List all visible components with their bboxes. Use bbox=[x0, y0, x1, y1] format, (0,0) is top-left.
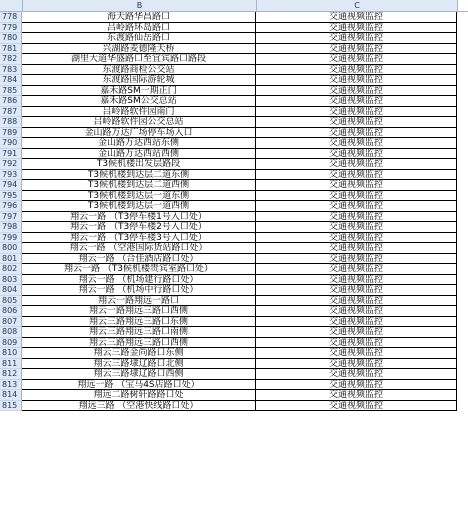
cell-location[interactable]: 嘉禾路SM一期正门 bbox=[22, 86, 256, 97]
row-number[interactable]: 797 bbox=[0, 212, 22, 223]
cell-type[interactable]: 交通视频监控 bbox=[256, 243, 457, 254]
row-number[interactable]: 783 bbox=[0, 65, 22, 76]
row-number[interactable]: 806 bbox=[0, 306, 22, 317]
cell-type[interactable]: 交通视频监控 bbox=[256, 12, 457, 23]
cell-location[interactable]: 翔云一路 （机场建行路口处） bbox=[22, 275, 256, 286]
row-number[interactable]: 814 bbox=[0, 390, 22, 401]
empty-cell[interactable] bbox=[457, 86, 468, 97]
cell-type[interactable]: 交通视频监控 bbox=[256, 54, 457, 65]
cell-location[interactable]: 兴湖路麦德隆天桥 bbox=[22, 44, 256, 55]
cell-location[interactable]: 嘉禾路SM公交总站 bbox=[22, 96, 256, 107]
cell-location[interactable]: 翔云一路 （空港国际货站路口处） bbox=[22, 243, 256, 254]
cell-location[interactable]: 金山路万达西站西侧 bbox=[22, 149, 256, 160]
row-number[interactable]: 779 bbox=[0, 23, 22, 34]
cell-location[interactable]: 翔云三路翔远三路口南侧 bbox=[22, 327, 256, 338]
empty-cell[interactable] bbox=[457, 306, 468, 317]
empty-cell[interactable] bbox=[457, 12, 468, 23]
table-row bbox=[0, 254, 468, 265]
cell-type[interactable]: 交通视频监控 bbox=[256, 380, 457, 391]
table-row bbox=[0, 138, 468, 149]
column-header-bar bbox=[0, 0, 468, 12]
row-number[interactable]: 808 bbox=[0, 327, 22, 338]
cell-location[interactable]: T3候机楼到达层一道东侧 bbox=[22, 191, 256, 202]
cell-location[interactable]: 翔远三路 （空港快线路口处） bbox=[22, 401, 256, 412]
cell-location[interactable]: 翔云一路 （合佳酒店路口处） bbox=[22, 254, 256, 265]
empty-cell[interactable] bbox=[457, 107, 468, 118]
empty-cell[interactable] bbox=[457, 380, 468, 391]
table-row bbox=[0, 317, 468, 328]
cell-type[interactable]: 交通视频监控 bbox=[256, 369, 457, 380]
table-row bbox=[0, 117, 468, 128]
cell-location[interactable]: 东渡路仙岳路口 bbox=[22, 33, 256, 44]
table-row bbox=[0, 212, 468, 223]
row-number[interactable]: 780 bbox=[0, 33, 22, 44]
row-number[interactable]: 804 bbox=[0, 285, 22, 296]
row-number[interactable]: 789 bbox=[0, 128, 22, 139]
cell-location[interactable]: 翔远二路树轩路路口处 bbox=[22, 390, 256, 401]
cell-location[interactable]: T3候机楼出发层路段 bbox=[22, 159, 256, 170]
table-row bbox=[0, 128, 468, 139]
table-row bbox=[0, 86, 468, 97]
row-number[interactable]: 782 bbox=[0, 54, 22, 65]
select-all-corner[interactable] bbox=[0, 0, 23, 11]
column-header-b[interactable]: B bbox=[23, 0, 257, 11]
table-row bbox=[0, 23, 468, 34]
cell-type[interactable]: 交通视频监控 bbox=[256, 222, 457, 233]
empty-cell[interactable] bbox=[457, 212, 468, 223]
table-row bbox=[0, 306, 468, 317]
row-number[interactable]: 795 bbox=[0, 191, 22, 202]
row-number[interactable]: 801 bbox=[0, 254, 22, 265]
table-row bbox=[0, 54, 468, 65]
empty-cell[interactable] bbox=[457, 233, 468, 244]
cell-location[interactable]: 翔远一路 （宝马4S店路口处） bbox=[22, 380, 256, 391]
cell-type[interactable]: 交通视频监控 bbox=[256, 212, 457, 223]
cell-type[interactable]: 交通视频监控 bbox=[256, 159, 457, 170]
table-row bbox=[0, 243, 468, 254]
cell-location[interactable]: 翔云三路金尚路口东侧 bbox=[22, 348, 256, 359]
row-number[interactable]: 786 bbox=[0, 96, 22, 107]
row-number[interactable]: 803 bbox=[0, 275, 22, 286]
empty-cell[interactable] bbox=[457, 65, 468, 76]
cell-location[interactable]: 翔云一路翔远一路口 bbox=[22, 296, 256, 307]
cell-location[interactable]: 翔云一路 （T3停车楼1号入口处） bbox=[22, 212, 256, 223]
cell-location[interactable]: 吕岭路软件园南门 bbox=[22, 107, 256, 118]
empty-cell[interactable] bbox=[457, 128, 468, 139]
empty-cell[interactable] bbox=[457, 33, 468, 44]
table-row bbox=[0, 159, 468, 170]
row-number[interactable]: 781 bbox=[0, 44, 22, 55]
row-number[interactable]: 796 bbox=[0, 201, 22, 212]
table-row bbox=[0, 180, 468, 191]
column-header-empty bbox=[458, 0, 468, 11]
empty-cell[interactable] bbox=[457, 317, 468, 328]
table-row bbox=[0, 149, 468, 160]
cell-type[interactable]: 交通视频监控 bbox=[256, 191, 457, 202]
cell-type[interactable]: 交通视频监控 bbox=[256, 107, 457, 118]
row-number[interactable]: 790 bbox=[0, 138, 22, 149]
empty-cell[interactable] bbox=[457, 296, 468, 307]
empty-cell[interactable] bbox=[457, 201, 468, 212]
cell-location[interactable]: 翔云一路 （机场中行路口处） bbox=[22, 285, 256, 296]
cell-location[interactable]: 吕岭路软件园公交总站 bbox=[22, 117, 256, 128]
row-number[interactable]: 810 bbox=[0, 348, 22, 359]
cell-type[interactable]: 交通视频监控 bbox=[256, 401, 457, 412]
cell-type[interactable]: 交通视频监控 bbox=[256, 65, 457, 76]
row-number[interactable]: 791 bbox=[0, 149, 22, 160]
cell-type[interactable]: 交通视频监控 bbox=[256, 149, 457, 160]
empty-cell[interactable] bbox=[457, 222, 468, 233]
cell-location[interactable]: 金山路万达广场停车场入口 bbox=[22, 128, 256, 139]
cell-location[interactable]: 翔云一路 （T3候机楼贵宾室路口处） bbox=[22, 264, 256, 275]
cell-location[interactable]: 翔云三路埭辽路口北侧 bbox=[22, 359, 256, 370]
table-row bbox=[0, 369, 468, 380]
table-row bbox=[0, 296, 468, 307]
cell-location[interactable]: 吕岭路环岛路口 bbox=[22, 23, 256, 34]
row-number[interactable]: 785 bbox=[0, 86, 22, 97]
empty-cell[interactable] bbox=[457, 159, 468, 170]
cell-location[interactable]: 翔云一路 （T3停车楼2号入口处） bbox=[22, 222, 256, 233]
table-row bbox=[0, 233, 468, 244]
row-number[interactable]: 809 bbox=[0, 338, 22, 349]
cell-location[interactable]: 湖里大道华盛路口至宜宾路口路段 bbox=[22, 54, 256, 65]
cell-type[interactable]: 交通视频监控 bbox=[256, 233, 457, 244]
cell-type[interactable]: 交通视频监控 bbox=[256, 44, 457, 55]
cell-type[interactable]: 交通视频监控 bbox=[256, 170, 457, 181]
table-row bbox=[0, 44, 468, 55]
cell-type[interactable]: 交通视频监控 bbox=[256, 275, 457, 286]
cell-type[interactable]: 交通视频监控 bbox=[256, 254, 457, 265]
table-row bbox=[0, 65, 468, 76]
grid-rows bbox=[0, 12, 468, 411]
cell-type[interactable]: 交通视频监控 bbox=[256, 264, 457, 275]
table-row bbox=[0, 275, 468, 286]
empty-cell[interactable] bbox=[457, 285, 468, 296]
empty-cell[interactable] bbox=[457, 96, 468, 107]
cell-type[interactable]: 交通视频监控 bbox=[256, 296, 457, 307]
table-row bbox=[0, 96, 468, 107]
row-number[interactable]: 802 bbox=[0, 264, 22, 275]
cell-location[interactable]: 翔云一路 （T3停车楼3号入口处） bbox=[22, 233, 256, 244]
row-number[interactable]: 807 bbox=[0, 317, 22, 328]
empty-cell[interactable] bbox=[457, 390, 468, 401]
table-row bbox=[0, 327, 468, 338]
column-header-c[interactable]: C bbox=[257, 0, 458, 11]
table-row bbox=[0, 201, 468, 212]
table-row bbox=[0, 33, 468, 44]
table-row bbox=[0, 191, 468, 202]
table-row bbox=[0, 401, 468, 412]
row-number[interactable]: 793 bbox=[0, 170, 22, 181]
cell-type[interactable]: 交通视频监控 bbox=[256, 138, 457, 149]
cell-location[interactable]: T3候机楼到达层一道西侧 bbox=[22, 201, 256, 212]
cell-location[interactable]: 翔云三路埭辽路口西侧 bbox=[22, 369, 256, 380]
table-row bbox=[0, 359, 468, 370]
empty-cell[interactable] bbox=[457, 327, 468, 338]
row-number[interactable]: 811 bbox=[0, 359, 22, 370]
cell-type[interactable]: 交通视频监控 bbox=[256, 180, 457, 191]
cell-type[interactable]: 交通视频监控 bbox=[256, 23, 457, 34]
table-row bbox=[0, 170, 468, 181]
cell-type[interactable]: 交通视频监控 bbox=[256, 317, 457, 328]
table-row bbox=[0, 390, 468, 401]
row-number[interactable]: 812 bbox=[0, 369, 22, 380]
row-number[interactable]: 788 bbox=[0, 117, 22, 128]
cell-type[interactable]: 交通视频监控 bbox=[256, 348, 457, 359]
table-row bbox=[0, 380, 468, 391]
cell-type[interactable]: 交通视频监控 bbox=[256, 33, 457, 44]
cell-type[interactable]: 交通视频监控 bbox=[256, 86, 457, 97]
empty-cell[interactable] bbox=[457, 44, 468, 55]
cell-type[interactable]: 交通视频监控 bbox=[256, 75, 457, 86]
cell-type[interactable]: 交通视频监控 bbox=[256, 338, 457, 349]
empty-cell[interactable] bbox=[457, 369, 468, 380]
empty-cell[interactable] bbox=[457, 75, 468, 86]
cell-type[interactable]: 交通视频监控 bbox=[256, 390, 457, 401]
empty-cell[interactable] bbox=[457, 180, 468, 191]
cell-location[interactable]: T3候机楼到达层二道西侧 bbox=[22, 180, 256, 191]
empty-cell[interactable] bbox=[457, 348, 468, 359]
row-number[interactable]: 800 bbox=[0, 243, 22, 254]
empty-cell[interactable] bbox=[457, 401, 468, 412]
row-number[interactable]: 787 bbox=[0, 107, 22, 118]
empty-cell[interactable] bbox=[457, 264, 468, 275]
empty-cell[interactable] bbox=[457, 138, 468, 149]
empty-cell[interactable] bbox=[457, 117, 468, 128]
empty-cell[interactable] bbox=[457, 338, 468, 349]
table-row bbox=[0, 75, 468, 86]
cell-type[interactable]: 交通视频监控 bbox=[256, 201, 457, 212]
cell-location[interactable]: 翔云三路翔远三路口东侧 bbox=[22, 317, 256, 328]
row-number[interactable]: 815 bbox=[0, 401, 22, 412]
empty-cell[interactable] bbox=[457, 243, 468, 254]
table-row bbox=[0, 285, 468, 296]
cell-location[interactable]: 翔云三路翔远三路口西侧 bbox=[22, 338, 256, 349]
table-row bbox=[0, 107, 468, 118]
cell-location[interactable]: 金山路万达西站东侧 bbox=[22, 138, 256, 149]
table-row bbox=[0, 222, 468, 233]
cell-location[interactable]: 海天路华昌路口 bbox=[22, 12, 256, 23]
table-row bbox=[0, 264, 468, 275]
row-number[interactable]: 792 bbox=[0, 159, 22, 170]
cell-type[interactable]: 交通视频监控 bbox=[256, 285, 457, 296]
table-row bbox=[0, 348, 468, 359]
empty-cell[interactable] bbox=[457, 170, 468, 181]
table-row bbox=[0, 12, 468, 23]
cell-location[interactable]: 东渡路国际游轮城 bbox=[22, 75, 256, 86]
row-number[interactable]: 799 bbox=[0, 233, 22, 244]
empty-cell[interactable] bbox=[457, 54, 468, 65]
empty-cell[interactable] bbox=[457, 191, 468, 202]
row-number[interactable]: 798 bbox=[0, 222, 22, 233]
table-row bbox=[0, 338, 468, 349]
cell-type[interactable]: 交通视频监控 bbox=[256, 117, 457, 128]
cell-type[interactable]: 交通视频监控 bbox=[256, 306, 457, 317]
cell-location[interactable]: 翔云一路翔远三路口西侧 bbox=[22, 306, 256, 317]
empty-cell[interactable] bbox=[457, 275, 468, 286]
row-number[interactable]: 813 bbox=[0, 380, 22, 391]
cell-type[interactable]: 交通视频监控 bbox=[256, 327, 457, 338]
cell-type[interactable]: 交通视频监控 bbox=[256, 96, 457, 107]
cell-type[interactable]: 交通视频监控 bbox=[256, 359, 457, 370]
row-number[interactable]: 778 bbox=[0, 12, 22, 23]
empty-cell[interactable] bbox=[457, 149, 468, 160]
empty-cell[interactable] bbox=[457, 254, 468, 265]
cell-location[interactable]: 东渡路商检公交站 bbox=[22, 65, 256, 76]
row-number[interactable]: 784 bbox=[0, 75, 22, 86]
row-number[interactable]: 794 bbox=[0, 180, 22, 191]
cell-location[interactable]: T3候机楼到达层二道东侧 bbox=[22, 170, 256, 181]
row-number[interactable]: 805 bbox=[0, 296, 22, 307]
empty-cell[interactable] bbox=[457, 23, 468, 34]
cell-type[interactable]: 交通视频监控 bbox=[256, 128, 457, 139]
empty-cell[interactable] bbox=[457, 359, 468, 370]
